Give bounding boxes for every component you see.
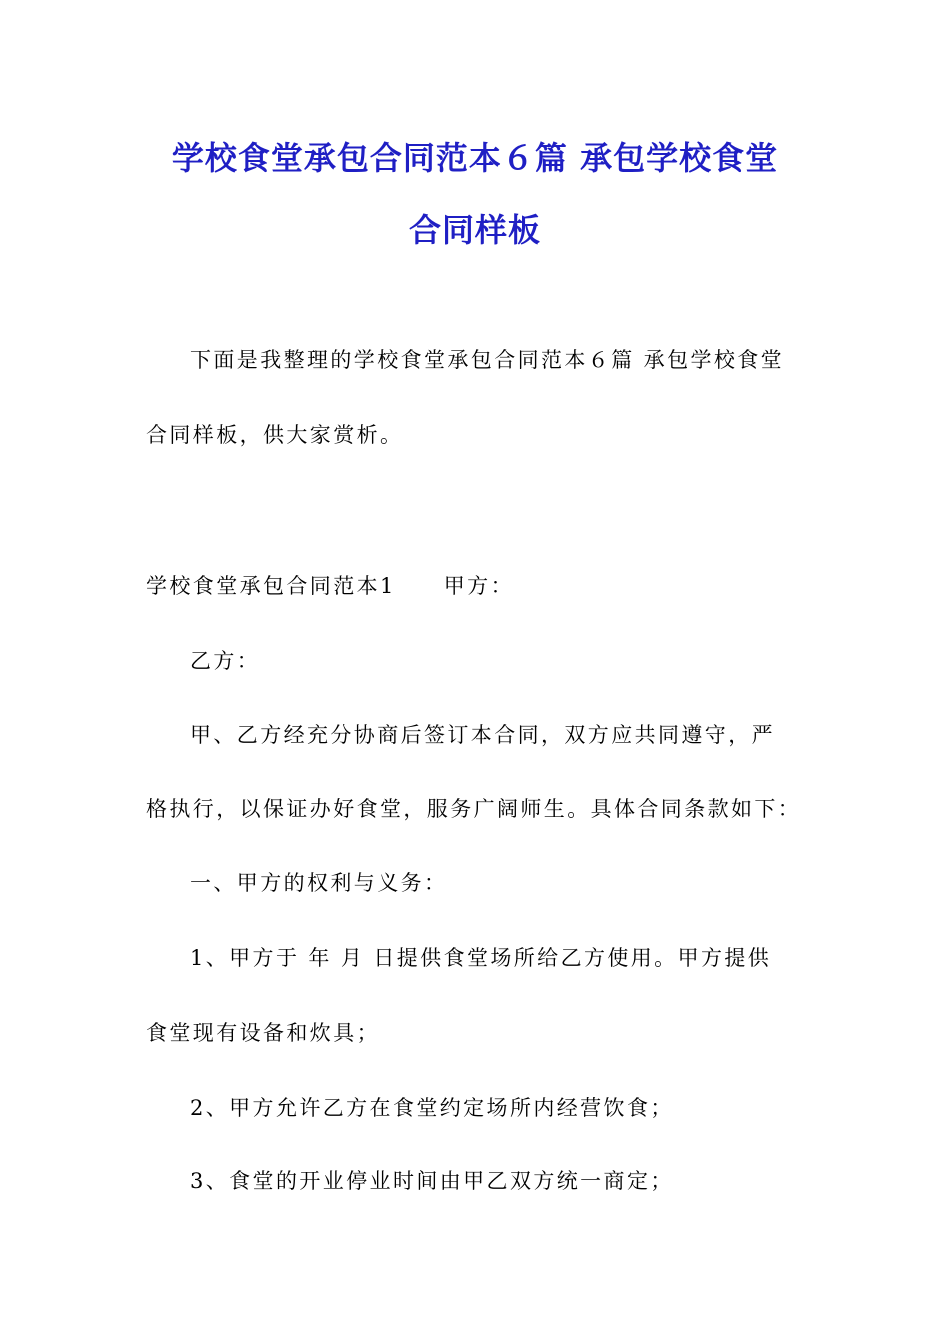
agreement-paragraph-line-2: 格执行，以保证办好食堂，服务广阔师生。具体合同条款如下： [146,797,802,821]
item-2: 2、甲方允许乙方在食堂约定场所内经营饮食； [190,1096,674,1120]
section-heading-row [146,571,806,601]
document-title-line-2: 合同样板 [408,211,541,249]
clause-heading-1: 一、甲方的权利与义务： [190,871,448,895]
item-1-line-1: 1、甲方于 年 月 日提供食堂场所给乙方使用。甲方提供 [190,946,772,970]
item-3: 3、食堂的开业停业时间由甲乙双方统一商定； [190,1169,674,1193]
agreement-paragraph-line-1: 甲、乙方经充分协商后签订本合同，双方应共同遵守，严 [190,723,775,747]
document-title-line-1: 学校食堂承包合同范本６篇 承包学校食堂 [171,139,779,177]
intro-paragraph-line-2: 合同样板，供大家赏析。 [146,423,404,447]
section-heading: 学校食堂承包合同范本1 [146,574,396,598]
item-1-line-2: 食堂现有设备和炊具； [146,1021,380,1045]
party-b-label: 乙方： [190,649,261,673]
party-a-label: 甲方： [443,574,514,598]
intro-paragraph-line-1: 下面是我整理的学校食堂承包合同范本６篇 承包学校食堂 [190,348,785,372]
